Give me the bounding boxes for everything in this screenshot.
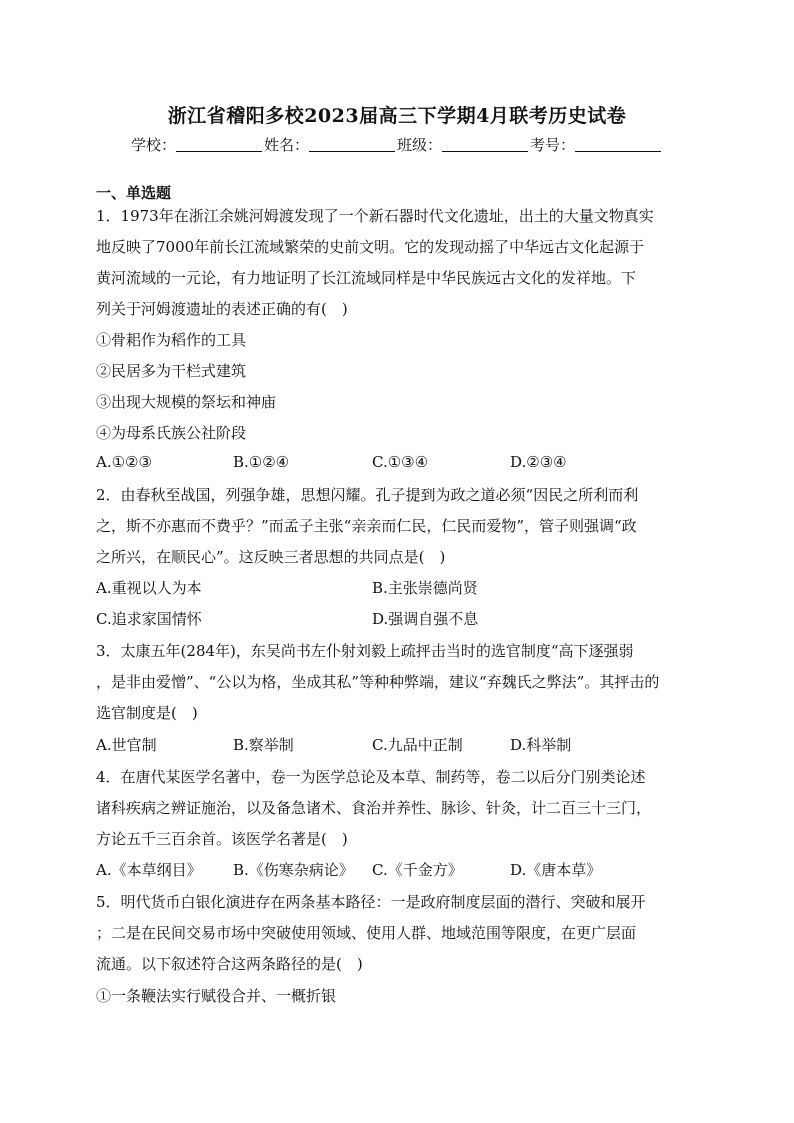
school-field: [131, 134, 264, 155]
name-field: [264, 134, 397, 155]
option-c[interactable]: C.追求家国情怀: [96, 610, 202, 628]
question-5-line: ；二是在民间交易市场中突破使用领域、使用人群、地域范围等限度，在更广层面: [96, 924, 637, 942]
question-1-line: 列关于河姆渡遗址的表述正确的有( ): [96, 300, 348, 318]
question-3-line: 3．太康五年(284年)，东吴尚书左仆射刘毅上疏抨击当时的选官制度“高下逐强弱: [96, 642, 634, 660]
name-blank[interactable]: [309, 136, 395, 152]
option-c[interactable]: C.①③④: [372, 453, 429, 471]
question-5-item: ①一条鞭法实行赋役合并、一概折银: [96, 987, 337, 1005]
question-5-line: 流通。以下叙述符合这两条路径的是( ): [96, 955, 363, 973]
option-a[interactable]: A.重视以人为本: [96, 579, 202, 597]
question-3-line: ，是非由爱憎”、“公以为格，坐成其私”等种种弊端，建议“弃魏氏之弊法”。其抨击的: [96, 673, 660, 691]
number-blank[interactable]: [575, 136, 661, 152]
class-field: [397, 134, 530, 155]
question-3-line: 选官制度是( ): [96, 704, 198, 722]
school-label: 学校：: [130, 136, 176, 154]
option-d[interactable]: D.科举制: [510, 736, 572, 754]
question-1-item: ③出现大规模的祭坛和神庙: [96, 393, 277, 411]
question-1-item: ①骨耜作为稻作的工具: [96, 331, 247, 349]
question-1-line: 地反映了7000年前长江流域繁荣的史前文明。它的发现动摇了中华远古文化起源于: [96, 238, 645, 256]
number-field: [530, 134, 663, 155]
section-title: 一、单选题: [96, 184, 172, 202]
option-c[interactable]: C.《千金方》: [372, 861, 463, 879]
option-d[interactable]: D.《唐本草》: [510, 861, 602, 879]
class-blank[interactable]: [442, 136, 528, 152]
option-a[interactable]: A.《本草纲目》: [96, 861, 202, 879]
option-d[interactable]: D.强调自强不息: [372, 610, 479, 628]
option-b[interactable]: B.察举制: [233, 736, 294, 754]
option-a[interactable]: A.①②③: [96, 453, 152, 471]
question-1-line: 1．1973年在浙江余姚河姆渡发现了一个新石器时代文化遗址，出土的大量文物真实: [96, 207, 654, 225]
class-label: 班级：: [397, 136, 443, 154]
question-1-item: ④为母系氏族公社阶段: [96, 424, 247, 442]
option-d[interactable]: D.②③④: [510, 453, 567, 471]
page-title: 浙江省稽阳多校2023届高三下学期4月联考历史试卷: [167, 105, 627, 127]
student-info-row: [0, 134, 794, 155]
question-2-line: 之，斯不亦惠而不费乎？”而孟子主张“亲亲而仁民，仁民而爱物”，管子则强调“政: [96, 517, 637, 535]
question-4-line: 4．在唐代某医学名著中，卷一为医学总论及本草、制药等，卷二以后分门别类论述: [96, 768, 646, 786]
option-c[interactable]: C.九品中正制: [372, 736, 463, 754]
question-2-line: 2．由春秋至战国，列强争雄，思想闪耀。孔子提到为政之道必须“因民之所利而利: [96, 486, 639, 504]
option-b[interactable]: B.主张崇德尚贤: [372, 579, 478, 597]
question-2-line: 之所兴，在顺民心”。这反映三者思想的共同点是( ): [96, 548, 446, 566]
question-4-line: 诸科疾病之辨证施治，以及备急诸术、食治并养性、脉诊、针灸，计二百三十三门，: [96, 799, 652, 817]
option-a[interactable]: A.世官制: [96, 736, 157, 754]
question-1-item: ②民居多为干栏式建筑: [96, 362, 247, 380]
name-label: 姓名：: [263, 136, 309, 154]
option-b[interactable]: B.①②④: [233, 453, 290, 471]
question-5-line: 5．明代货币白银化演进存在两条基本路径：一是政府制度层面的潜行、突破和展开: [96, 893, 646, 911]
option-b[interactable]: B.《伤寒杂病论》: [233, 861, 354, 879]
number-label: 考号：: [530, 136, 576, 154]
question-1-line: 黄河流域的一元论，有力地证明了长江流域同样是中华民族远古文化的发祥地。下: [96, 269, 637, 287]
school-blank[interactable]: [176, 136, 262, 152]
question-4-line: 方论五千三百余首。该医学名著是( ): [96, 830, 348, 848]
